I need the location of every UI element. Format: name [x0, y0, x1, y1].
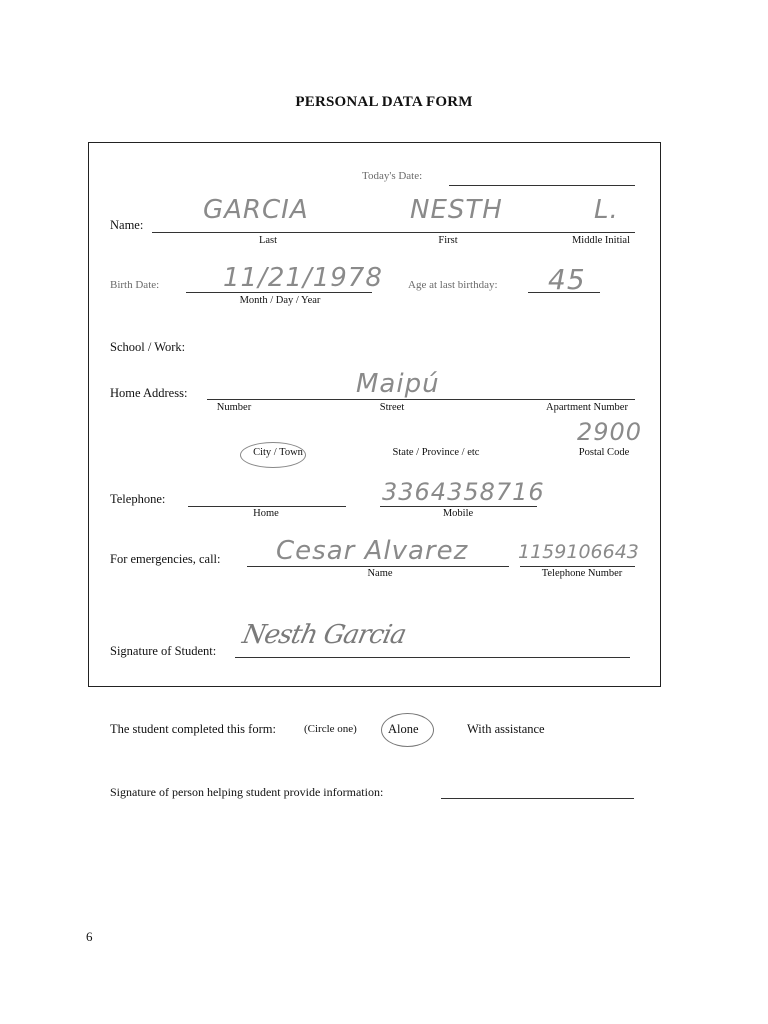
- form-title: PERSONAL DATA FORM: [295, 94, 473, 110]
- home-address-field[interactable]: [207, 399, 635, 400]
- middle-initial-value: L.: [594, 195, 619, 225]
- mobile-phone-value: 3364358716: [382, 478, 545, 506]
- postal-sublabel: Postal Code: [578, 447, 630, 458]
- emergency-name-field[interactable]: [247, 566, 509, 567]
- last-sublabel: Last: [258, 235, 278, 246]
- school-work-label: School / Work:: [110, 340, 186, 354]
- option-with-assistance[interactable]: With assistance: [467, 722, 545, 736]
- student-signature-label: Signature of Student:: [110, 644, 217, 658]
- emergency-phone-sublabel: Telephone Number: [541, 568, 623, 579]
- birth-date-value: 11/21/1978: [223, 263, 383, 293]
- emergency-phone-value: 1159106643: [518, 541, 639, 563]
- home-address-label: Home Address:: [110, 386, 188, 400]
- telephone-label: Telephone:: [110, 492, 166, 506]
- age-value: 45: [548, 263, 586, 296]
- home-sublabel: Home: [253, 508, 279, 519]
- postal-code-value: 2900: [577, 418, 643, 446]
- apartment-sublabel: Apartment Number: [546, 402, 628, 413]
- first-name-value: NESTH: [410, 195, 503, 225]
- student-signature-field[interactable]: [235, 657, 630, 658]
- emergency-label: For emergencies, call:: [110, 552, 221, 566]
- option-alone[interactable]: Alone: [388, 722, 419, 736]
- name-label: Name:: [110, 218, 144, 232]
- todays-date-field[interactable]: [449, 185, 635, 186]
- student-signature-value: Nesth Garcia: [239, 620, 409, 650]
- home-phone-field[interactable]: [188, 506, 346, 507]
- emergency-phone-field[interactable]: [520, 566, 635, 567]
- emergency-name-value: Cesar Alvarez: [276, 536, 469, 566]
- helper-signature-field[interactable]: [441, 798, 634, 799]
- completion-label: The student completed this form:: [110, 722, 276, 736]
- form-box: [88, 142, 661, 687]
- mobile-phone-field[interactable]: [380, 506, 537, 507]
- last-name-value: GARCIA: [203, 195, 309, 225]
- city-sublabel: City / Town: [253, 447, 303, 458]
- number-sublabel: Number: [216, 402, 252, 413]
- state-sublabel: State / Province / etc: [392, 447, 480, 458]
- helper-signature-label: Signature of person helping student provide information:: [110, 785, 384, 799]
- birth-date-label: Birth Date:: [110, 279, 160, 291]
- mobile-sublabel: Mobile: [442, 508, 474, 519]
- street-sublabel: Street: [379, 402, 405, 413]
- city-circle-mark: [240, 442, 306, 468]
- street-value: Maipú: [356, 369, 440, 399]
- todays-date-label: Today's Date:: [362, 170, 423, 182]
- page-number: 6: [86, 929, 93, 944]
- birth-date-sublabel: Month / Day / Year: [239, 295, 321, 306]
- name-field[interactable]: [152, 232, 635, 233]
- first-sublabel: First: [438, 235, 458, 246]
- middle-initial-sublabel: Middle Initial: [571, 235, 631, 246]
- age-label: Age at last birthday:: [408, 279, 498, 291]
- emergency-name-sublabel: Name: [367, 568, 393, 579]
- circle-one-hint: (Circle one): [304, 723, 357, 735]
